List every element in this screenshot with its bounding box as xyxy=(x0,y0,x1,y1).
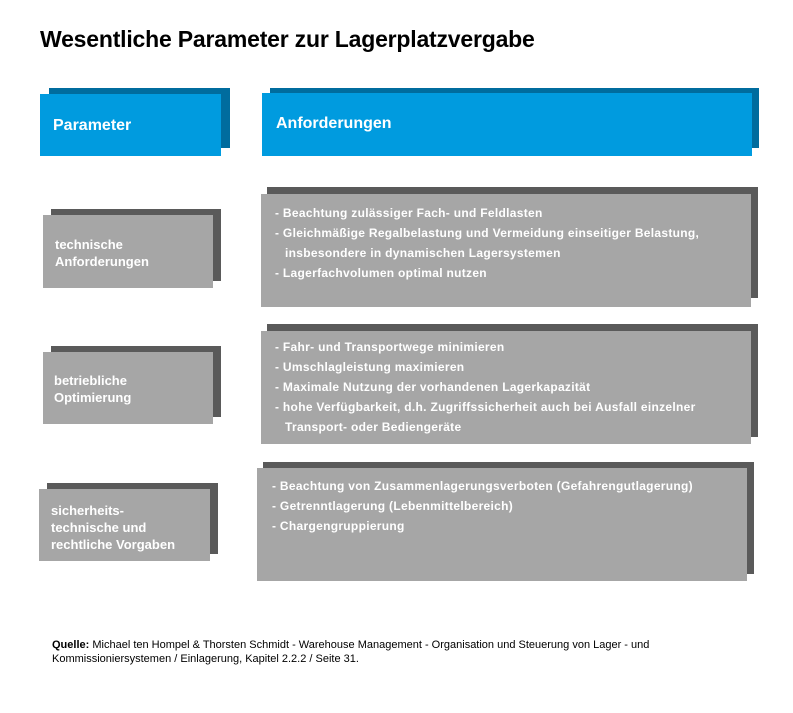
requirement-item: - Maximale Nutzung der vorhandenen Lagerkapazität xyxy=(275,380,591,394)
requirement-item: - hohe Verfügbarkeit, d.h. Zugriffssicherheit auch bei Ausfall einzelner xyxy=(275,400,696,414)
requirements-box-betriebliche xyxy=(261,324,758,444)
requirement-item: - Lagerfachvolumen optimal nutzen xyxy=(275,266,487,280)
requirement-item: - Beachtung von Zusammenlagerungsverboten (Gefahrengutlagerung) xyxy=(272,479,693,493)
source-text: Michael ten Hompel & Thorsten Schmidt - Warehouse Management - Organisation und Steuerung von Lager - und Kommissioniersystemen / Einlagerung, Kapitel 2.2.2 / Seite 31. xyxy=(52,639,650,665)
source-citation xyxy=(52,638,752,666)
page-title: Wesentliche Parameter zur Lagerplatzvergabe xyxy=(40,26,535,52)
row-label-line: sicherheits- xyxy=(51,503,124,518)
row-label-betriebliche-optimierung xyxy=(43,346,221,424)
requirements-box-technische xyxy=(261,187,758,307)
requirements-box-sicherheit xyxy=(257,462,754,581)
row-label-line: technische und xyxy=(51,520,147,535)
source-label: Quelle: xyxy=(52,639,90,651)
requirement-item: - Beachtung zulässiger Fach- und Feldlasten xyxy=(275,206,543,220)
row-label-line: rechtliche Vorgaben xyxy=(51,537,176,552)
row-label-line: betriebliche xyxy=(54,373,127,388)
requirement-item: Transport- oder Bediengeräte xyxy=(285,420,462,434)
row-label-line: technische xyxy=(55,237,123,252)
requirement-item: - Fahr- und Transportwege minimieren xyxy=(275,340,505,354)
parameter-header xyxy=(40,88,231,156)
requirement-item: - Chargengruppierung xyxy=(272,519,405,533)
parameter-header-label: Parameter xyxy=(53,117,132,134)
row-label-technische-anforderungen xyxy=(43,209,221,288)
row-label-sicherheitstechnische-vorgaben xyxy=(39,483,218,561)
row-label-line: Anforderungen xyxy=(55,254,149,269)
anforderungen-header xyxy=(262,88,760,156)
row-label-line: Optimierung xyxy=(54,390,132,405)
requirement-item: - Umschlagleistung maximieren xyxy=(275,360,465,374)
anforderungen-header-label: Anforderungen xyxy=(276,115,392,132)
requirement-item: - Gleichmäßige Regalbelastung und Vermeidung einseitiger Belastung, xyxy=(275,226,700,240)
requirement-item: insbesondere in dynamischen Lagersystemen xyxy=(285,246,561,260)
requirement-item: - Getrenntlagerung (Lebenmittelbereich) xyxy=(272,499,514,513)
